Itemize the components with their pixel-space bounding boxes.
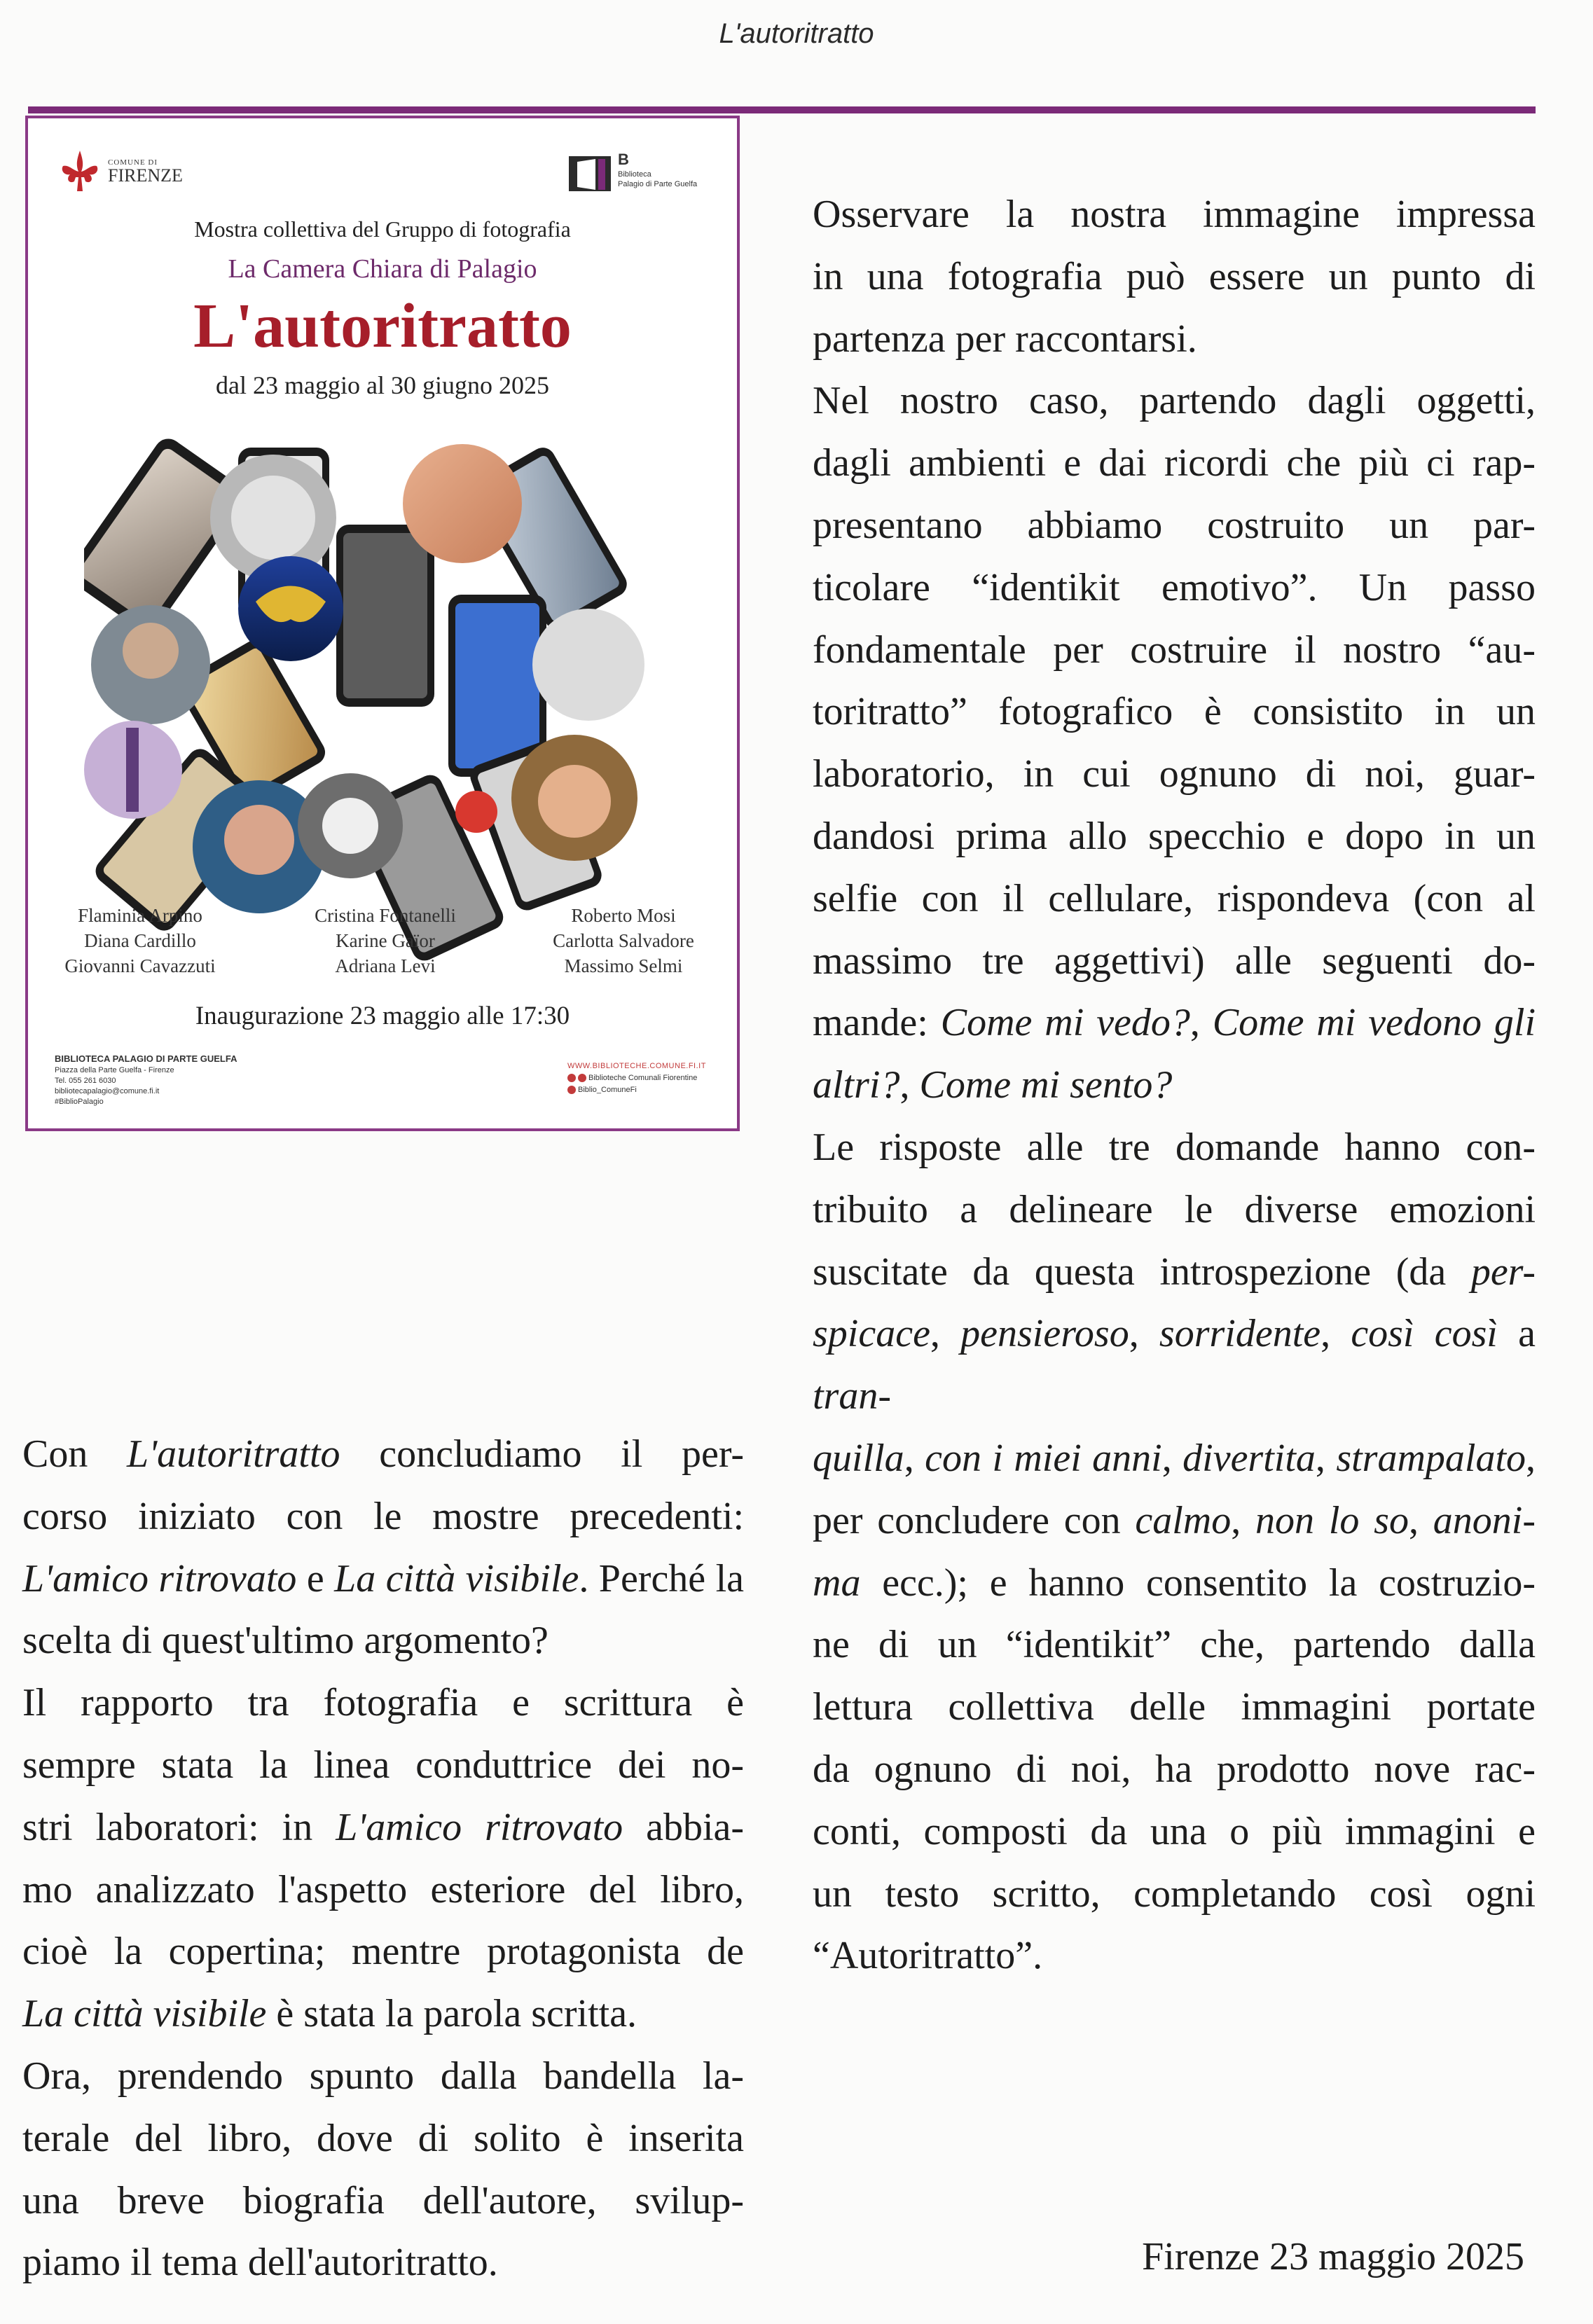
text-line: selfie con il cellulare, rispondeva (con al — [813, 876, 1536, 920]
text-run: , — [1189, 1001, 1213, 1045]
running-head: L'autoritratto — [719, 18, 874, 49]
text-run: mande: — [813, 1001, 941, 1045]
text-run: , — [1320, 1312, 1351, 1356]
text-line: cioè la copertina; mentre protagonista de — [22, 1930, 744, 1974]
author-name: Massimo Selmi — [564, 955, 683, 976]
text-line — [813, 1303, 1536, 1427]
adjective: quilla — [813, 1436, 904, 1480]
author-name: Roberto Mosi — [571, 905, 676, 926]
text-run: , — [1408, 1498, 1433, 1542]
authors-col-2 — [287, 903, 483, 978]
adjective: calmo — [1135, 1498, 1232, 1542]
text-line — [22, 1797, 744, 1859]
text-line: corso iniziato con le mostre precedenti: — [22, 1494, 744, 1538]
text-run: ecc.); e hanno consentito la costruzio- — [860, 1561, 1536, 1605]
firenze-label: FIRENZE — [108, 165, 183, 186]
text-line: conti, composti da una o più immagini e — [813, 1809, 1536, 1853]
text-line — [813, 1427, 1536, 1490]
text-line: una breve biografia dell'autore, svilup- — [22, 2178, 744, 2222]
bib-letter: B — [618, 151, 629, 168]
bib-line2: Palagio di Parte Guelfa — [618, 179, 698, 188]
text-line: lettura collettiva delle immagini portate — [813, 1685, 1536, 1729]
text-line: Il rapporto tra fotografia e scrittura è — [22, 1681, 744, 1725]
text-line — [22, 1423, 744, 1486]
poster-footer-links — [567, 1060, 706, 1096]
adjective: non lo so — [1255, 1498, 1409, 1542]
text-run: , — [1526, 1436, 1536, 1480]
adjective: tran- — [813, 1374, 891, 1418]
right-text-column — [813, 184, 1536, 1987]
fleur-de-lis-icon — [59, 149, 101, 194]
adjective: per- — [1470, 1250, 1536, 1294]
text-line — [22, 1983, 744, 2045]
text-line: piamo il tema dell'autoritratto. — [22, 2241, 498, 2285]
text-line — [22, 1548, 744, 1610]
question-1: Come mi vedo? — [940, 1001, 1190, 1045]
poster-title: L'autoritratto — [193, 291, 572, 361]
text-line — [813, 1552, 1536, 1614]
adjective: pensieroso — [960, 1312, 1129, 1356]
text-line: ticolare “identikit emotivo”. Un passo — [813, 565, 1536, 609]
adjective: strampalato — [1336, 1436, 1526, 1480]
text-line: dagli ambienti e dai ricordi che più ci rap- — [813, 441, 1536, 485]
left-text-column — [22, 1423, 744, 2294]
text-line: toritratto” fotografico è consistito in un — [813, 690, 1536, 734]
text-run: . Perché la — [579, 1556, 744, 1600]
book-title: La città visibile — [22, 1992, 267, 2036]
text-run: , — [1161, 1436, 1183, 1480]
text-line: in una fotografia può essere un punto di — [813, 254, 1536, 298]
text-line — [813, 1054, 1536, 1116]
facebook-icon — [567, 1074, 576, 1082]
text-line: mo analizzato l'aspetto esteriore del libro, — [22, 1867, 744, 1911]
adjective: sorridente — [1159, 1312, 1321, 1356]
authors-col-3 — [532, 903, 715, 978]
text-run: , — [1129, 1312, 1159, 1356]
book-title: La città visibile — [334, 1556, 579, 1600]
text-run: è stata la parola scritta. — [266, 1992, 637, 2036]
biblioteca-label — [618, 152, 697, 190]
social-label: Biblio_ComuneFi — [578, 1086, 637, 1094]
social-line-2 — [567, 1084, 706, 1096]
biblioteca-logo — [567, 152, 697, 194]
authors-col-1 — [49, 903, 231, 978]
poster-group-name: La Camera Chiara di Palagio — [228, 254, 537, 284]
social-line-1 — [567, 1072, 706, 1084]
book-title: L'amico ritrovato — [22, 1556, 297, 1600]
text-line — [813, 992, 1536, 1054]
library-address: Piazza della Parte Guelfa - Firenze — [55, 1066, 174, 1074]
author-name: Flaminia Arpino — [78, 905, 202, 926]
adjective: anoni- — [1433, 1498, 1536, 1542]
comune-firenze-logo — [59, 149, 183, 194]
text-line — [813, 1241, 1536, 1303]
poster-dates: dal 23 maggio al 30 giugno 2025 — [216, 371, 549, 399]
library-name: BIBLIOTECA PALAGIO DI PARTE GUELFA — [55, 1053, 237, 1064]
text-run: , — [899, 1063, 920, 1107]
author-name: Adriana Levi — [335, 955, 436, 976]
adjective: così così — [1351, 1312, 1498, 1356]
exhibition-poster — [25, 116, 740, 1131]
text-line: tribuito a delineare le diverse emozioni — [813, 1187, 1536, 1231]
poster-footer-address — [55, 1053, 237, 1107]
author-name: Diana Cardillo — [84, 930, 196, 951]
text-line: fondamentale per costruire il nostro “au- — [813, 628, 1536, 672]
adjective: divertita — [1182, 1436, 1316, 1480]
text-run: , — [930, 1312, 961, 1356]
bib-line1: Biblioteca — [618, 170, 651, 179]
social-label: Biblioteche Comunali Fiorentine — [588, 1074, 698, 1082]
library-email: bibliotecapalagio@comune.fi.it — [55, 1087, 160, 1095]
text-line: massimo tre aggettivi) alle seguenti do- — [813, 939, 1536, 983]
text-line: da ognuno di noi, ha prodotto nove rac- — [813, 1747, 1536, 1791]
adjective: ma — [813, 1561, 861, 1605]
text-run: , — [1231, 1498, 1256, 1542]
text-line: ne di un “identikit” che, partendo dalla — [813, 1623, 1536, 1667]
poster-inauguration: Inaugurazione 23 maggio alle 17:30 — [195, 1002, 570, 1030]
text-run: e — [296, 1556, 335, 1600]
photo-collage — [84, 420, 687, 980]
text-line: terale del libro, dove di solito è inserita — [22, 2116, 744, 2160]
question-3: Come mi sento? — [919, 1063, 1173, 1107]
text-run: , — [1315, 1436, 1337, 1480]
text-run: concludiamo il per- — [340, 1432, 744, 1476]
question-2-end: altri? — [813, 1063, 900, 1107]
question-2: Come mi vedono gli — [1212, 1001, 1536, 1045]
book-title: L'amico ritrovato — [336, 1805, 623, 1849]
text-run: suscitate da questa introspezione (da — [813, 1250, 1471, 1294]
firenze-wordmark — [108, 159, 183, 185]
text-run: Con — [22, 1432, 127, 1476]
author-name: Giovanni Cavazzuti — [64, 955, 216, 976]
adjective: con i miei anni — [925, 1436, 1162, 1480]
author-name: Cristina Fontanelli — [315, 905, 456, 926]
adjective: spicace — [813, 1312, 930, 1356]
author-name: Carlotta Salvadore — [553, 930, 694, 951]
text-line: scelta di quest'ultimo argomento? — [22, 1619, 549, 1663]
book-icon — [567, 152, 612, 194]
text-line: Ora, prendendo spunto dalla bandella la- — [22, 2054, 744, 2098]
instagram-icon — [567, 1086, 576, 1094]
text-run: abbia- — [623, 1805, 745, 1849]
text-line: Osservare la nostra immagine impressa — [813, 193, 1536, 236]
text-run: a — [1497, 1312, 1536, 1356]
place-date-signature: Firenze 23 maggio 2025 — [1142, 2235, 1524, 2278]
text-line — [813, 1490, 1536, 1552]
text-line: laboratorio, in cui ognuno di noi, guar- — [813, 752, 1536, 796]
book-title: L'autoritratto — [127, 1432, 340, 1476]
author-name: Karine Gaïor — [336, 930, 435, 951]
comune-di-label: COMUNE DI — [108, 158, 158, 167]
top-rule — [28, 106, 1536, 113]
text-run: , — [904, 1436, 925, 1480]
library-phone: Tel. 055 261 6030 — [55, 1077, 116, 1085]
poster-subtitle: Mostra collettiva del Gruppo di fotografia — [194, 216, 571, 242]
text-line: Le risposte alle tre domande hanno con- — [813, 1125, 1536, 1169]
text-line: dandosi prima allo specchio e dopo in un — [813, 814, 1536, 858]
text-line: “Autoritratto”. — [813, 1934, 1043, 1978]
text-line: partenza per raccontarsi. — [813, 317, 1197, 361]
youtube-icon — [578, 1074, 586, 1082]
text-line: Nel nostro caso, partendo dagli oggetti, — [813, 379, 1536, 423]
text-line: presentano abbiamo costruito un par- — [813, 503, 1536, 547]
text-line: sempre stata la linea conduttrice dei no- — [22, 1743, 744, 1787]
library-hashtag: #BiblioPalagio — [55, 1098, 104, 1106]
text-run: per concludere con — [813, 1498, 1136, 1542]
text-line: un testo scritto, completando così ogni — [813, 1872, 1536, 1916]
text-run: stri laboratori: in — [22, 1805, 336, 1849]
website-url: WWW.BIBLIOTECHE.COMUNE.FI.IT — [567, 1062, 706, 1070]
